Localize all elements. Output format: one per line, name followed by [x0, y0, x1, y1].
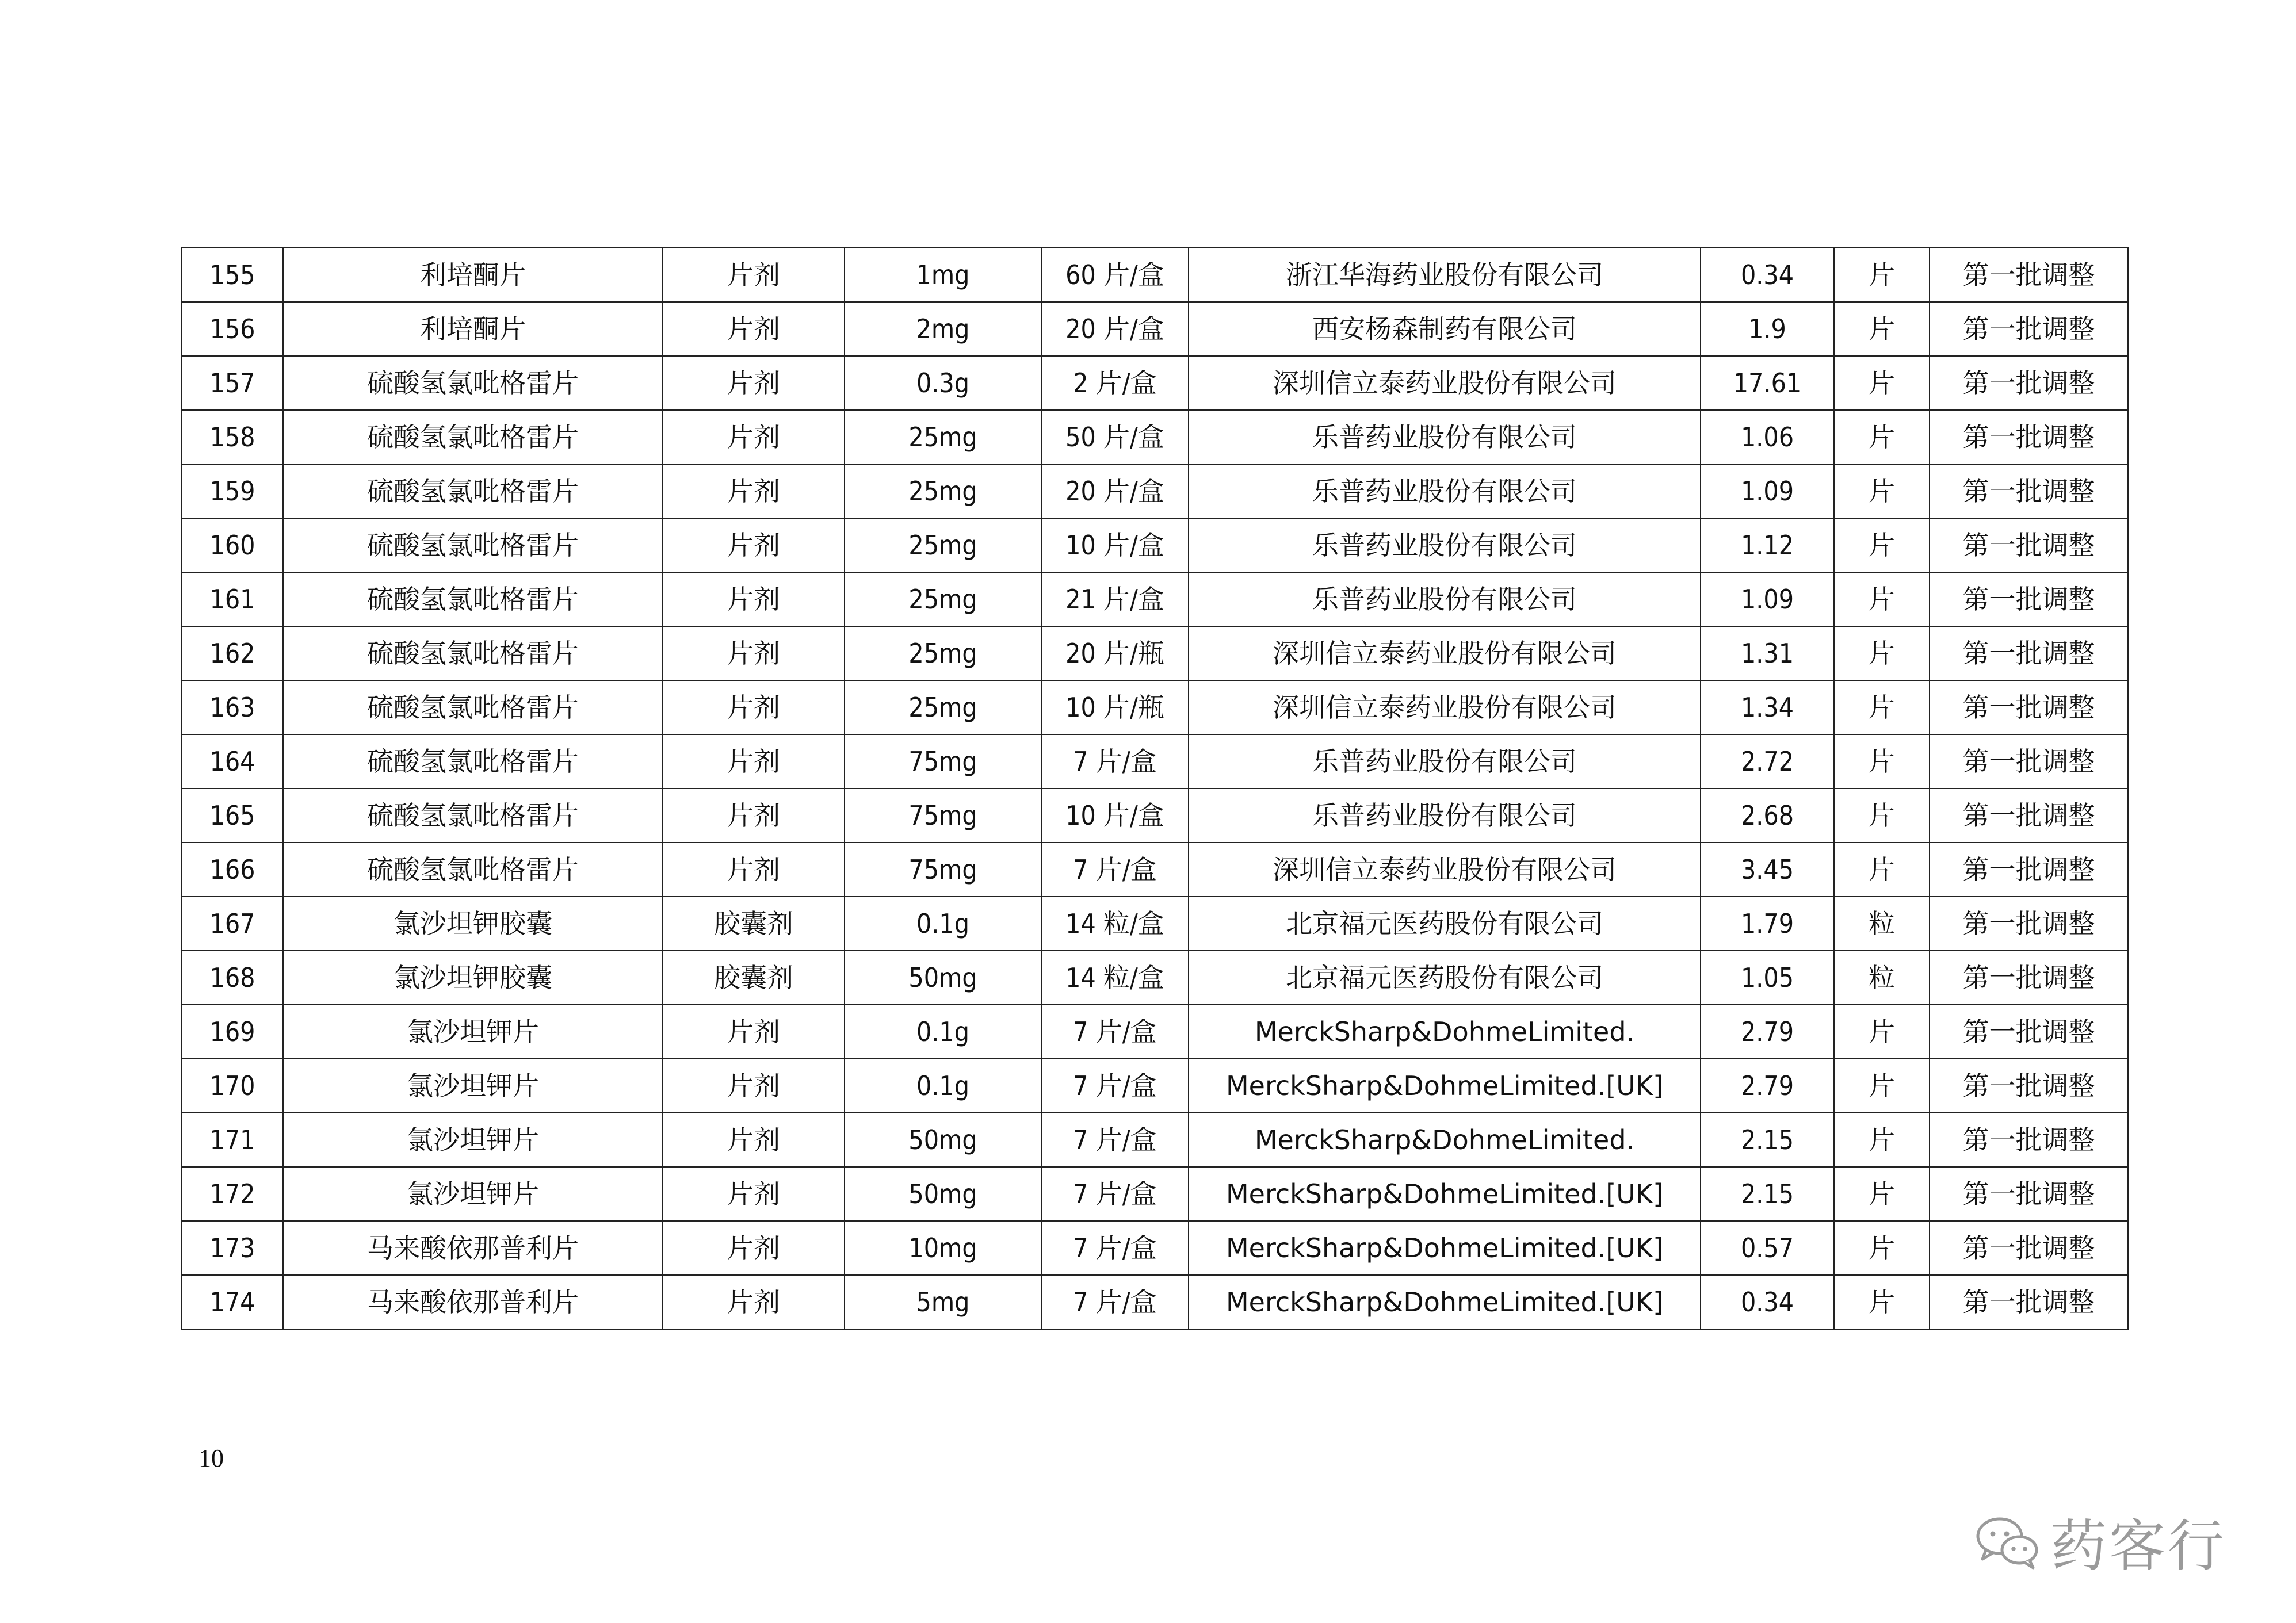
unit-cell: 片	[1834, 680, 1930, 734]
watermark-text: 药客行	[2050, 1514, 2227, 1579]
drug-name-cell: 硫酸氢氯吡格雷片	[283, 734, 663, 788]
unit-cell: 粒	[1834, 897, 1930, 951]
unit-cell: 片	[1834, 1005, 1930, 1059]
table-row	[182, 1221, 2128, 1275]
unit-cell: 片	[1834, 356, 1930, 410]
unit-cell: 粒	[1834, 951, 1930, 1005]
manufacturer-cell: 乐普药业股份有限公司	[1189, 464, 1701, 518]
dosage-form-cell: 片剂	[663, 1221, 845, 1275]
unit-cell: 片	[1834, 788, 1930, 843]
price-cell: 1.79	[1701, 897, 1834, 951]
specification-cell: 0.1g	[845, 1005, 1041, 1059]
row-index-cell: 155	[182, 248, 283, 302]
packaging-cell: 10 片/瓶	[1041, 680, 1189, 734]
specification-cell: 0.1g	[845, 1059, 1041, 1113]
batch-note-cell: 第一批调整	[1930, 1167, 2128, 1221]
price-cell: 1.9	[1701, 302, 1834, 356]
batch-note-cell: 第一批调整	[1930, 410, 2128, 464]
packaging-cell: 7 片/盒	[1041, 1005, 1189, 1059]
dosage-form-cell: 片剂	[663, 248, 845, 302]
specification-cell: 0.3g	[845, 356, 1041, 410]
specification-cell: 25mg	[845, 518, 1041, 572]
row-index-cell: 158	[182, 410, 283, 464]
unit-cell: 片	[1834, 626, 1930, 680]
batch-note-cell: 第一批调整	[1930, 572, 2128, 626]
unit-cell: 片	[1834, 572, 1930, 626]
unit-cell: 片	[1834, 248, 1930, 302]
specification-cell: 25mg	[845, 410, 1041, 464]
packaging-cell: 7 片/盒	[1041, 734, 1189, 788]
packaging-cell: 10 片/盒	[1041, 518, 1189, 572]
drug-name-cell: 利培酮片	[283, 302, 663, 356]
table-row	[182, 626, 2128, 680]
manufacturer-cell: MerckSharp&DohmeLimited.[UK]	[1189, 1221, 1701, 1275]
specification-cell: 2mg	[845, 302, 1041, 356]
manufacturer-cell: 乐普药业股份有限公司	[1189, 788, 1701, 843]
price-cell: 1.05	[1701, 951, 1834, 1005]
table-row	[182, 302, 2128, 356]
table-row	[182, 410, 2128, 464]
price-cell: 2.72	[1701, 734, 1834, 788]
row-index-cell: 157	[182, 356, 283, 410]
row-index-cell: 168	[182, 951, 283, 1005]
table-row	[182, 356, 2128, 410]
table-row	[182, 1005, 2128, 1059]
table-row	[182, 518, 2128, 572]
table-row	[182, 843, 2128, 897]
price-cell: 1.06	[1701, 410, 1834, 464]
dosage-form-cell: 片剂	[663, 356, 845, 410]
unit-cell: 片	[1834, 1221, 1930, 1275]
packaging-cell: 7 片/盒	[1041, 1167, 1189, 1221]
unit-cell: 片	[1834, 464, 1930, 518]
dosage-form-cell: 片剂	[663, 734, 845, 788]
price-cell: 2.79	[1701, 1005, 1834, 1059]
row-index-cell: 156	[182, 302, 283, 356]
drug-name-cell: 硫酸氢氯吡格雷片	[283, 626, 663, 680]
dosage-form-cell: 片剂	[663, 1059, 845, 1113]
dosage-form-cell: 片剂	[663, 302, 845, 356]
batch-note-cell: 第一批调整	[1930, 734, 2128, 788]
drug-name-cell: 硫酸氢氯吡格雷片	[283, 410, 663, 464]
table-row	[182, 1167, 2128, 1221]
price-cell: 1.12	[1701, 518, 1834, 572]
price-cell: 0.34	[1701, 248, 1834, 302]
row-index-cell: 171	[182, 1113, 283, 1167]
batch-note-cell: 第一批调整	[1930, 518, 2128, 572]
dosage-form-cell: 胶囊剂	[663, 951, 845, 1005]
drug-name-cell: 硫酸氢氯吡格雷片	[283, 518, 663, 572]
drug-name-cell: 氯沙坦钾片	[283, 1167, 663, 1221]
drug-price-table	[181, 247, 2129, 1330]
row-index-cell: 161	[182, 572, 283, 626]
drug-name-cell: 氯沙坦钾胶囊	[283, 951, 663, 1005]
manufacturer-cell: 深圳信立泰药业股份有限公司	[1189, 356, 1701, 410]
dosage-form-cell: 片剂	[663, 626, 845, 680]
price-cell: 1.09	[1701, 572, 1834, 626]
manufacturer-cell: MerckSharp&DohmeLimited.[UK]	[1189, 1059, 1701, 1113]
price-cell: 2.79	[1701, 1059, 1834, 1113]
drug-name-cell: 马来酸依那普利片	[283, 1221, 663, 1275]
packaging-cell: 14 粒/盒	[1041, 951, 1189, 1005]
manufacturer-cell: MerckSharp&DohmeLimited.	[1189, 1005, 1701, 1059]
manufacturer-cell: 乐普药业股份有限公司	[1189, 518, 1701, 572]
unit-cell: 片	[1834, 1275, 1930, 1329]
dosage-form-cell: 片剂	[663, 680, 845, 734]
wechat-icon	[1973, 1513, 2042, 1571]
dosage-form-cell: 片剂	[663, 410, 845, 464]
price-cell: 1.31	[1701, 626, 1834, 680]
batch-note-cell: 第一批调整	[1930, 680, 2128, 734]
dosage-form-cell: 片剂	[663, 843, 845, 897]
batch-note-cell: 第一批调整	[1930, 1113, 2128, 1167]
packaging-cell: 20 片/瓶	[1041, 626, 1189, 680]
packaging-cell: 7 片/盒	[1041, 1113, 1189, 1167]
drug-name-cell: 氯沙坦钾片	[283, 1059, 663, 1113]
price-cell: 1.09	[1701, 464, 1834, 518]
row-index-cell: 163	[182, 680, 283, 734]
unit-cell: 片	[1834, 410, 1930, 464]
unit-cell: 片	[1834, 734, 1930, 788]
specification-cell: 50mg	[845, 951, 1041, 1005]
manufacturer-cell: 乐普药业股份有限公司	[1189, 410, 1701, 464]
unit-cell: 片	[1834, 1167, 1930, 1221]
batch-note-cell: 第一批调整	[1930, 1059, 2128, 1113]
manufacturer-cell: 深圳信立泰药业股份有限公司	[1189, 626, 1701, 680]
table-row	[182, 1275, 2128, 1329]
packaging-cell: 2 片/盒	[1041, 356, 1189, 410]
table-row	[182, 1059, 2128, 1113]
specification-cell: 25mg	[845, 464, 1041, 518]
batch-note-cell: 第一批调整	[1930, 951, 2128, 1005]
drug-name-cell: 利培酮片	[283, 248, 663, 302]
specification-cell: 75mg	[845, 734, 1041, 788]
drug-name-cell: 硫酸氢氯吡格雷片	[283, 356, 663, 410]
table-row	[182, 897, 2128, 951]
specification-cell: 50mg	[845, 1113, 1041, 1167]
table-row	[182, 951, 2128, 1005]
specification-cell: 75mg	[845, 788, 1041, 843]
specification-cell: 0.1g	[845, 897, 1041, 951]
specification-cell: 5mg	[845, 1275, 1041, 1329]
row-index-cell: 167	[182, 897, 283, 951]
price-cell: 17.61	[1701, 356, 1834, 410]
packaging-cell: 14 粒/盒	[1041, 897, 1189, 951]
unit-cell: 片	[1834, 1059, 1930, 1113]
dosage-form-cell: 胶囊剂	[663, 897, 845, 951]
batch-note-cell: 第一批调整	[1930, 302, 2128, 356]
manufacturer-cell: 乐普药业股份有限公司	[1189, 572, 1701, 626]
batch-note-cell: 第一批调整	[1930, 464, 2128, 518]
dosage-form-cell: 片剂	[663, 464, 845, 518]
dosage-form-cell: 片剂	[663, 788, 845, 843]
packaging-cell: 7 片/盒	[1041, 843, 1189, 897]
row-index-cell: 164	[182, 734, 283, 788]
dosage-form-cell: 片剂	[663, 518, 845, 572]
table-row	[182, 734, 2128, 788]
packaging-cell: 7 片/盒	[1041, 1059, 1189, 1113]
watermark	[1973, 1501, 2226, 1582]
price-cell: 2.15	[1701, 1113, 1834, 1167]
packaging-cell: 20 片/盒	[1041, 302, 1189, 356]
specification-cell: 50mg	[845, 1167, 1041, 1221]
specification-cell: 25mg	[845, 626, 1041, 680]
batch-note-cell: 第一批调整	[1930, 248, 2128, 302]
batch-note-cell: 第一批调整	[1930, 788, 2128, 843]
table-row	[182, 572, 2128, 626]
packaging-cell: 20 片/盒	[1041, 464, 1189, 518]
table-row	[182, 248, 2128, 302]
drug-name-cell: 氯沙坦钾片	[283, 1005, 663, 1059]
price-cell: 2.15	[1701, 1167, 1834, 1221]
price-cell: 0.34	[1701, 1275, 1834, 1329]
packaging-cell: 7 片/盒	[1041, 1221, 1189, 1275]
unit-cell: 片	[1834, 518, 1930, 572]
batch-note-cell: 第一批调整	[1930, 1221, 2128, 1275]
drug-name-cell: 硫酸氢氯吡格雷片	[283, 680, 663, 734]
row-index-cell: 173	[182, 1221, 283, 1275]
manufacturer-cell: MerckSharp&DohmeLimited.[UK]	[1189, 1167, 1701, 1221]
table-row	[182, 1113, 2128, 1167]
drug-name-cell: 硫酸氢氯吡格雷片	[283, 572, 663, 626]
row-index-cell: 162	[182, 626, 283, 680]
batch-note-cell: 第一批调整	[1930, 897, 2128, 951]
manufacturer-cell: 浙江华海药业股份有限公司	[1189, 248, 1701, 302]
table-body	[182, 248, 2128, 1329]
row-index-cell: 166	[182, 843, 283, 897]
batch-note-cell: 第一批调整	[1930, 1005, 2128, 1059]
manufacturer-cell: 北京福元医药股份有限公司	[1189, 951, 1701, 1005]
unit-cell: 片	[1834, 1113, 1930, 1167]
drug-name-cell: 氯沙坦钾胶囊	[283, 897, 663, 951]
dosage-form-cell: 片剂	[663, 572, 845, 626]
row-index-cell: 159	[182, 464, 283, 518]
manufacturer-cell: 乐普药业股份有限公司	[1189, 734, 1701, 788]
packaging-cell: 60 片/盒	[1041, 248, 1189, 302]
drug-name-cell: 硫酸氢氯吡格雷片	[283, 843, 663, 897]
price-cell: 1.34	[1701, 680, 1834, 734]
drug-name-cell: 氯沙坦钾片	[283, 1113, 663, 1167]
table-row	[182, 788, 2128, 843]
table-row	[182, 464, 2128, 518]
row-index-cell: 165	[182, 788, 283, 843]
packaging-cell: 50 片/盒	[1041, 410, 1189, 464]
packaging-cell: 7 片/盒	[1041, 1275, 1189, 1329]
batch-note-cell: 第一批调整	[1930, 626, 2128, 680]
manufacturer-cell: 西安杨森制药有限公司	[1189, 302, 1701, 356]
dosage-form-cell: 片剂	[663, 1113, 845, 1167]
row-index-cell: 174	[182, 1275, 283, 1329]
batch-note-cell: 第一批调整	[1930, 1275, 2128, 1329]
batch-note-cell: 第一批调整	[1930, 843, 2128, 897]
packaging-cell: 10 片/盒	[1041, 788, 1189, 843]
drug-name-cell: 硫酸氢氯吡格雷片	[283, 464, 663, 518]
drug-name-cell: 马来酸依那普利片	[283, 1275, 663, 1329]
page-number: 10	[198, 1444, 224, 1472]
unit-cell: 片	[1834, 843, 1930, 897]
specification-cell: 25mg	[845, 680, 1041, 734]
dosage-form-cell: 片剂	[663, 1167, 845, 1221]
packaging-cell: 21 片/盒	[1041, 572, 1189, 626]
unit-cell: 片	[1834, 302, 1930, 356]
manufacturer-cell: 深圳信立泰药业股份有限公司	[1189, 680, 1701, 734]
price-cell: 2.68	[1701, 788, 1834, 843]
price-cell: 0.57	[1701, 1221, 1834, 1275]
manufacturer-cell: MerckSharp&DohmeLimited.[UK]	[1189, 1275, 1701, 1329]
row-index-cell: 170	[182, 1059, 283, 1113]
specification-cell: 25mg	[845, 572, 1041, 626]
row-index-cell: 169	[182, 1005, 283, 1059]
row-index-cell: 172	[182, 1167, 283, 1221]
dosage-form-cell: 片剂	[663, 1005, 845, 1059]
specification-cell: 75mg	[845, 843, 1041, 897]
specification-cell: 10mg	[845, 1221, 1041, 1275]
row-index-cell: 160	[182, 518, 283, 572]
dosage-form-cell: 片剂	[663, 1275, 845, 1329]
manufacturer-cell: MerckSharp&DohmeLimited.	[1189, 1113, 1701, 1167]
batch-note-cell: 第一批调整	[1930, 356, 2128, 410]
manufacturer-cell: 北京福元医药股份有限公司	[1189, 897, 1701, 951]
drug-name-cell: 硫酸氢氯吡格雷片	[283, 788, 663, 843]
table-row	[182, 680, 2128, 734]
price-cell: 3.45	[1701, 843, 1834, 897]
manufacturer-cell: 深圳信立泰药业股份有限公司	[1189, 843, 1701, 897]
specification-cell: 1mg	[845, 248, 1041, 302]
